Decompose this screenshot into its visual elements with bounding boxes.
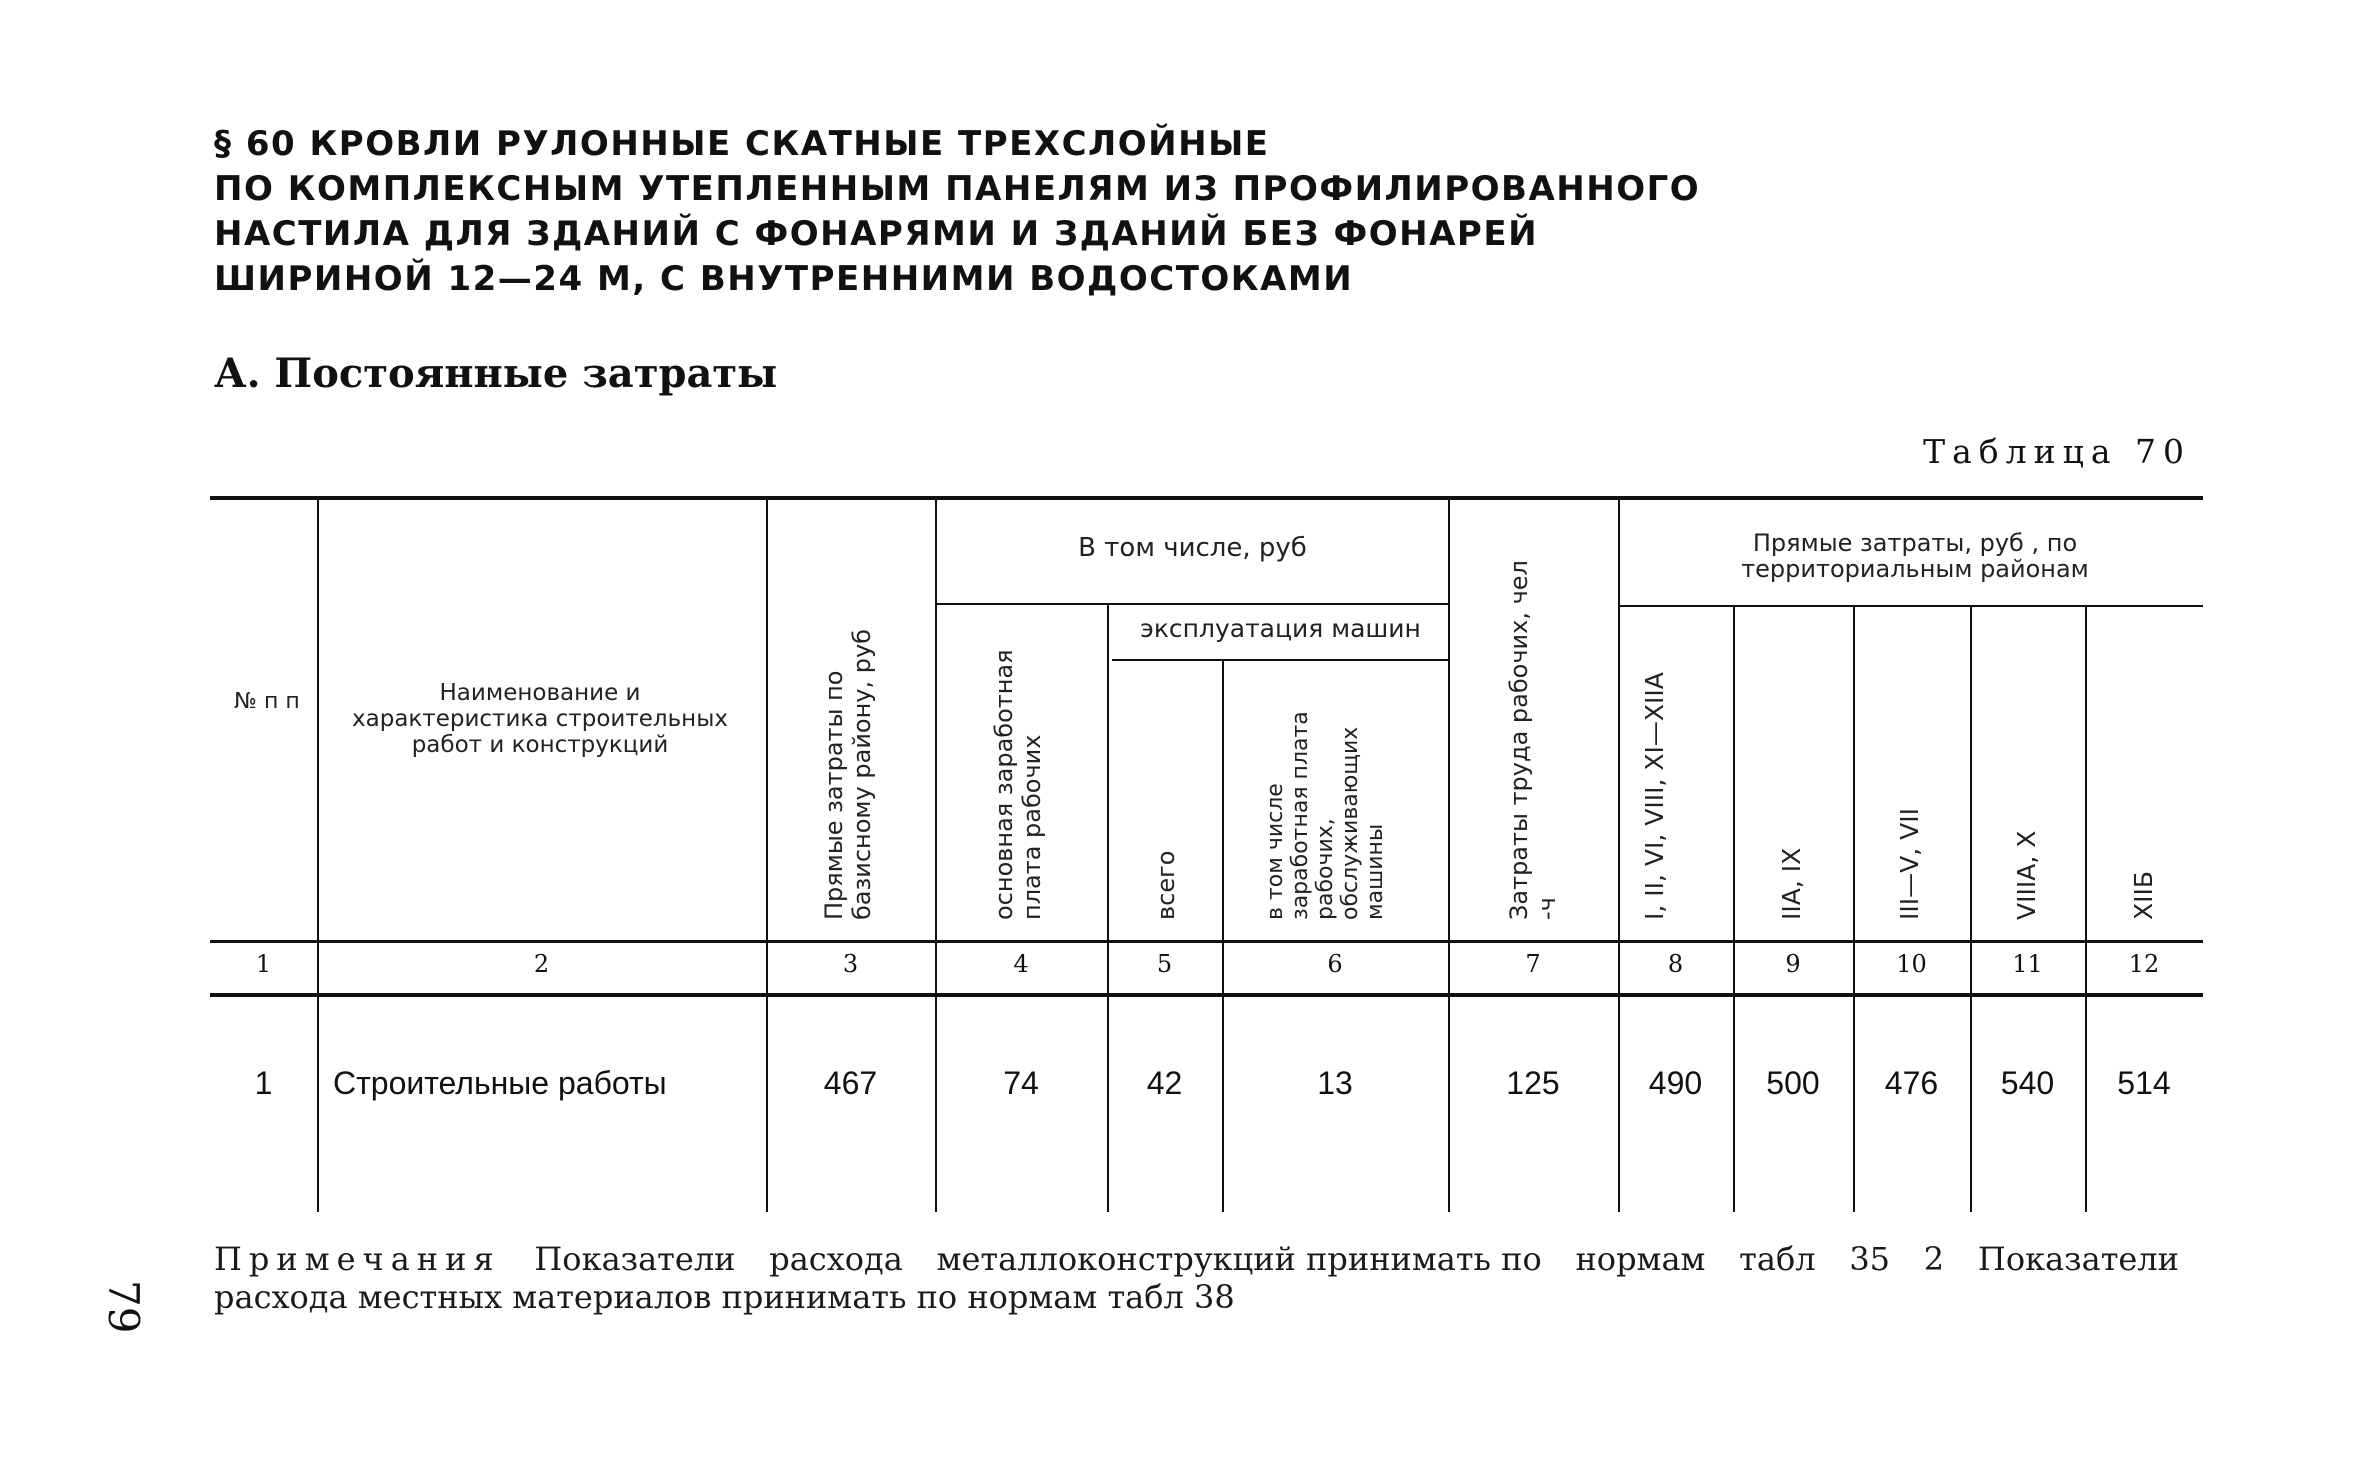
cell-region-12: 514	[2117, 1065, 2171, 1101]
vline-2	[766, 500, 768, 1212]
note-word: 2	[1923, 1240, 1945, 1278]
colnum-5: 5	[1156, 950, 1173, 978]
colnum-2: 2	[533, 950, 550, 978]
group-incl-rule	[937, 603, 1449, 605]
heading-line-4: ШИРИНОЙ 12—24 М, С ВНУТРЕННИМИ ВОДОСТОКАМИ	[214, 259, 1354, 299]
cell-region-8: 490	[1648, 1065, 1703, 1101]
note-label: Примечания	[214, 1240, 501, 1278]
vline-5	[1222, 661, 1224, 1212]
table-note	[214, 1240, 2179, 1316]
cell-machines-total: 42	[1146, 1065, 1183, 1101]
colnum-9: 9	[1785, 950, 1801, 978]
header-col-11: VIIIA, X	[2012, 830, 2041, 920]
colnum-12: 12	[2128, 950, 2160, 978]
cell-wages: 74	[1003, 1065, 1039, 1101]
note-line-1	[214, 1240, 2179, 1278]
colnum-3: 3	[842, 950, 859, 978]
colnum-1: 1	[255, 950, 272, 978]
cell-region-10: 476	[1884, 1065, 1939, 1101]
header-col-5: всего	[1152, 850, 1180, 920]
note-word: расхода	[769, 1240, 903, 1278]
header-col-6: в том числе заработная плата рабочих, обслуживающих машины	[1263, 711, 1388, 920]
vline-6	[1448, 500, 1450, 1212]
header-col-12: XIIБ	[2129, 870, 2158, 920]
vline-7	[1618, 500, 1620, 1212]
heading-line-2: ПО КОМПЛЕКСНЫМ УТЕПЛЕННЫМ ПАНЕЛЯМ ИЗ ПРОФИЛИРОВАННОГО	[214, 169, 1701, 209]
header-group-machines: эксплуатация машин	[1140, 614, 1421, 643]
colnum-8: 8	[1667, 950, 1684, 978]
note-word: табл	[1739, 1240, 1816, 1278]
header-col-10: III—V, VII	[1895, 808, 1924, 920]
note-word: нормам	[1575, 1240, 1706, 1278]
note-word: металлоконструкций принимать по	[936, 1240, 1542, 1278]
colnum-11: 11	[2012, 950, 2043, 978]
cell-region-9: 500	[1766, 1065, 1820, 1101]
cell-base-cost: 467	[823, 1065, 878, 1101]
heading-line-1: § 60 КРОВЛИ РУЛОННЫЕ СКАТНЫЕ ТРЕХСЛОЙНЫЕ	[214, 124, 1270, 164]
header-col-9: IIA, IX	[1777, 847, 1806, 920]
row-number: 1	[254, 1065, 273, 1101]
page-number: 79	[99, 1280, 148, 1334]
vline-1	[317, 500, 319, 1212]
vline-3	[935, 500, 937, 1212]
colnum-4: 4	[1013, 950, 1029, 978]
header-col-1: № п п	[234, 689, 300, 714]
vline-8	[1733, 607, 1735, 1212]
cell-labor: 125	[1506, 1065, 1560, 1101]
header-group-incl: В том числе, руб	[1078, 533, 1307, 563]
work-name: Строительные работы	[333, 1065, 667, 1101]
table-top-rule	[210, 496, 2203, 500]
colnum-bottom-rule	[210, 993, 2203, 997]
note-line-2: расхода местных материалов принимать по нормам табл 38	[214, 1278, 1235, 1316]
section-heading	[214, 122, 1700, 302]
colnum-6: 6	[1327, 950, 1343, 978]
cell-region-11: 540	[2000, 1065, 2055, 1101]
vline-11	[2085, 607, 2087, 1212]
header-col-2: Наименование и характеристика строительных работ и конструкций	[352, 680, 728, 758]
vline-10	[1970, 607, 1972, 1212]
header-col-4: основная заработная плата рабочих	[990, 649, 1046, 920]
header-col-8: I, II, VI, VIII, XI—XIIA	[1640, 672, 1669, 920]
group-regions-rule	[1618, 605, 2203, 607]
header-col-3: Прямые затраты по базисному району, руб	[820, 629, 876, 920]
vline-4	[1107, 605, 1109, 1212]
header-bottom-rule	[210, 940, 2203, 943]
group-machines-rule	[1112, 659, 1449, 661]
note-word: Показатели	[534, 1240, 736, 1278]
header-group-regions: Прямые затраты, руб , по территориальным районам	[1741, 529, 2089, 583]
header-col-7: Затраты труда рабочих, чел -ч	[1505, 560, 1561, 920]
note-word: 35	[1849, 1240, 1891, 1278]
cell-machines-wages: 13	[1317, 1065, 1353, 1101]
colnum-10: 10	[1896, 950, 1927, 978]
subheading: А. Постоянные затраты	[214, 350, 778, 397]
note-word: Показатели	[1977, 1240, 2179, 1278]
heading-line-3: НАСТИЛА ДЛЯ ЗДАНИЙ С ФОНАРЯМИ И ЗДАНИЙ БЕЗ ФОНАРЕЙ	[214, 214, 1539, 254]
vline-9	[1853, 607, 1855, 1212]
colnum-7: 7	[1525, 950, 1541, 978]
table-caption: Таблица 70	[1923, 432, 2191, 471]
